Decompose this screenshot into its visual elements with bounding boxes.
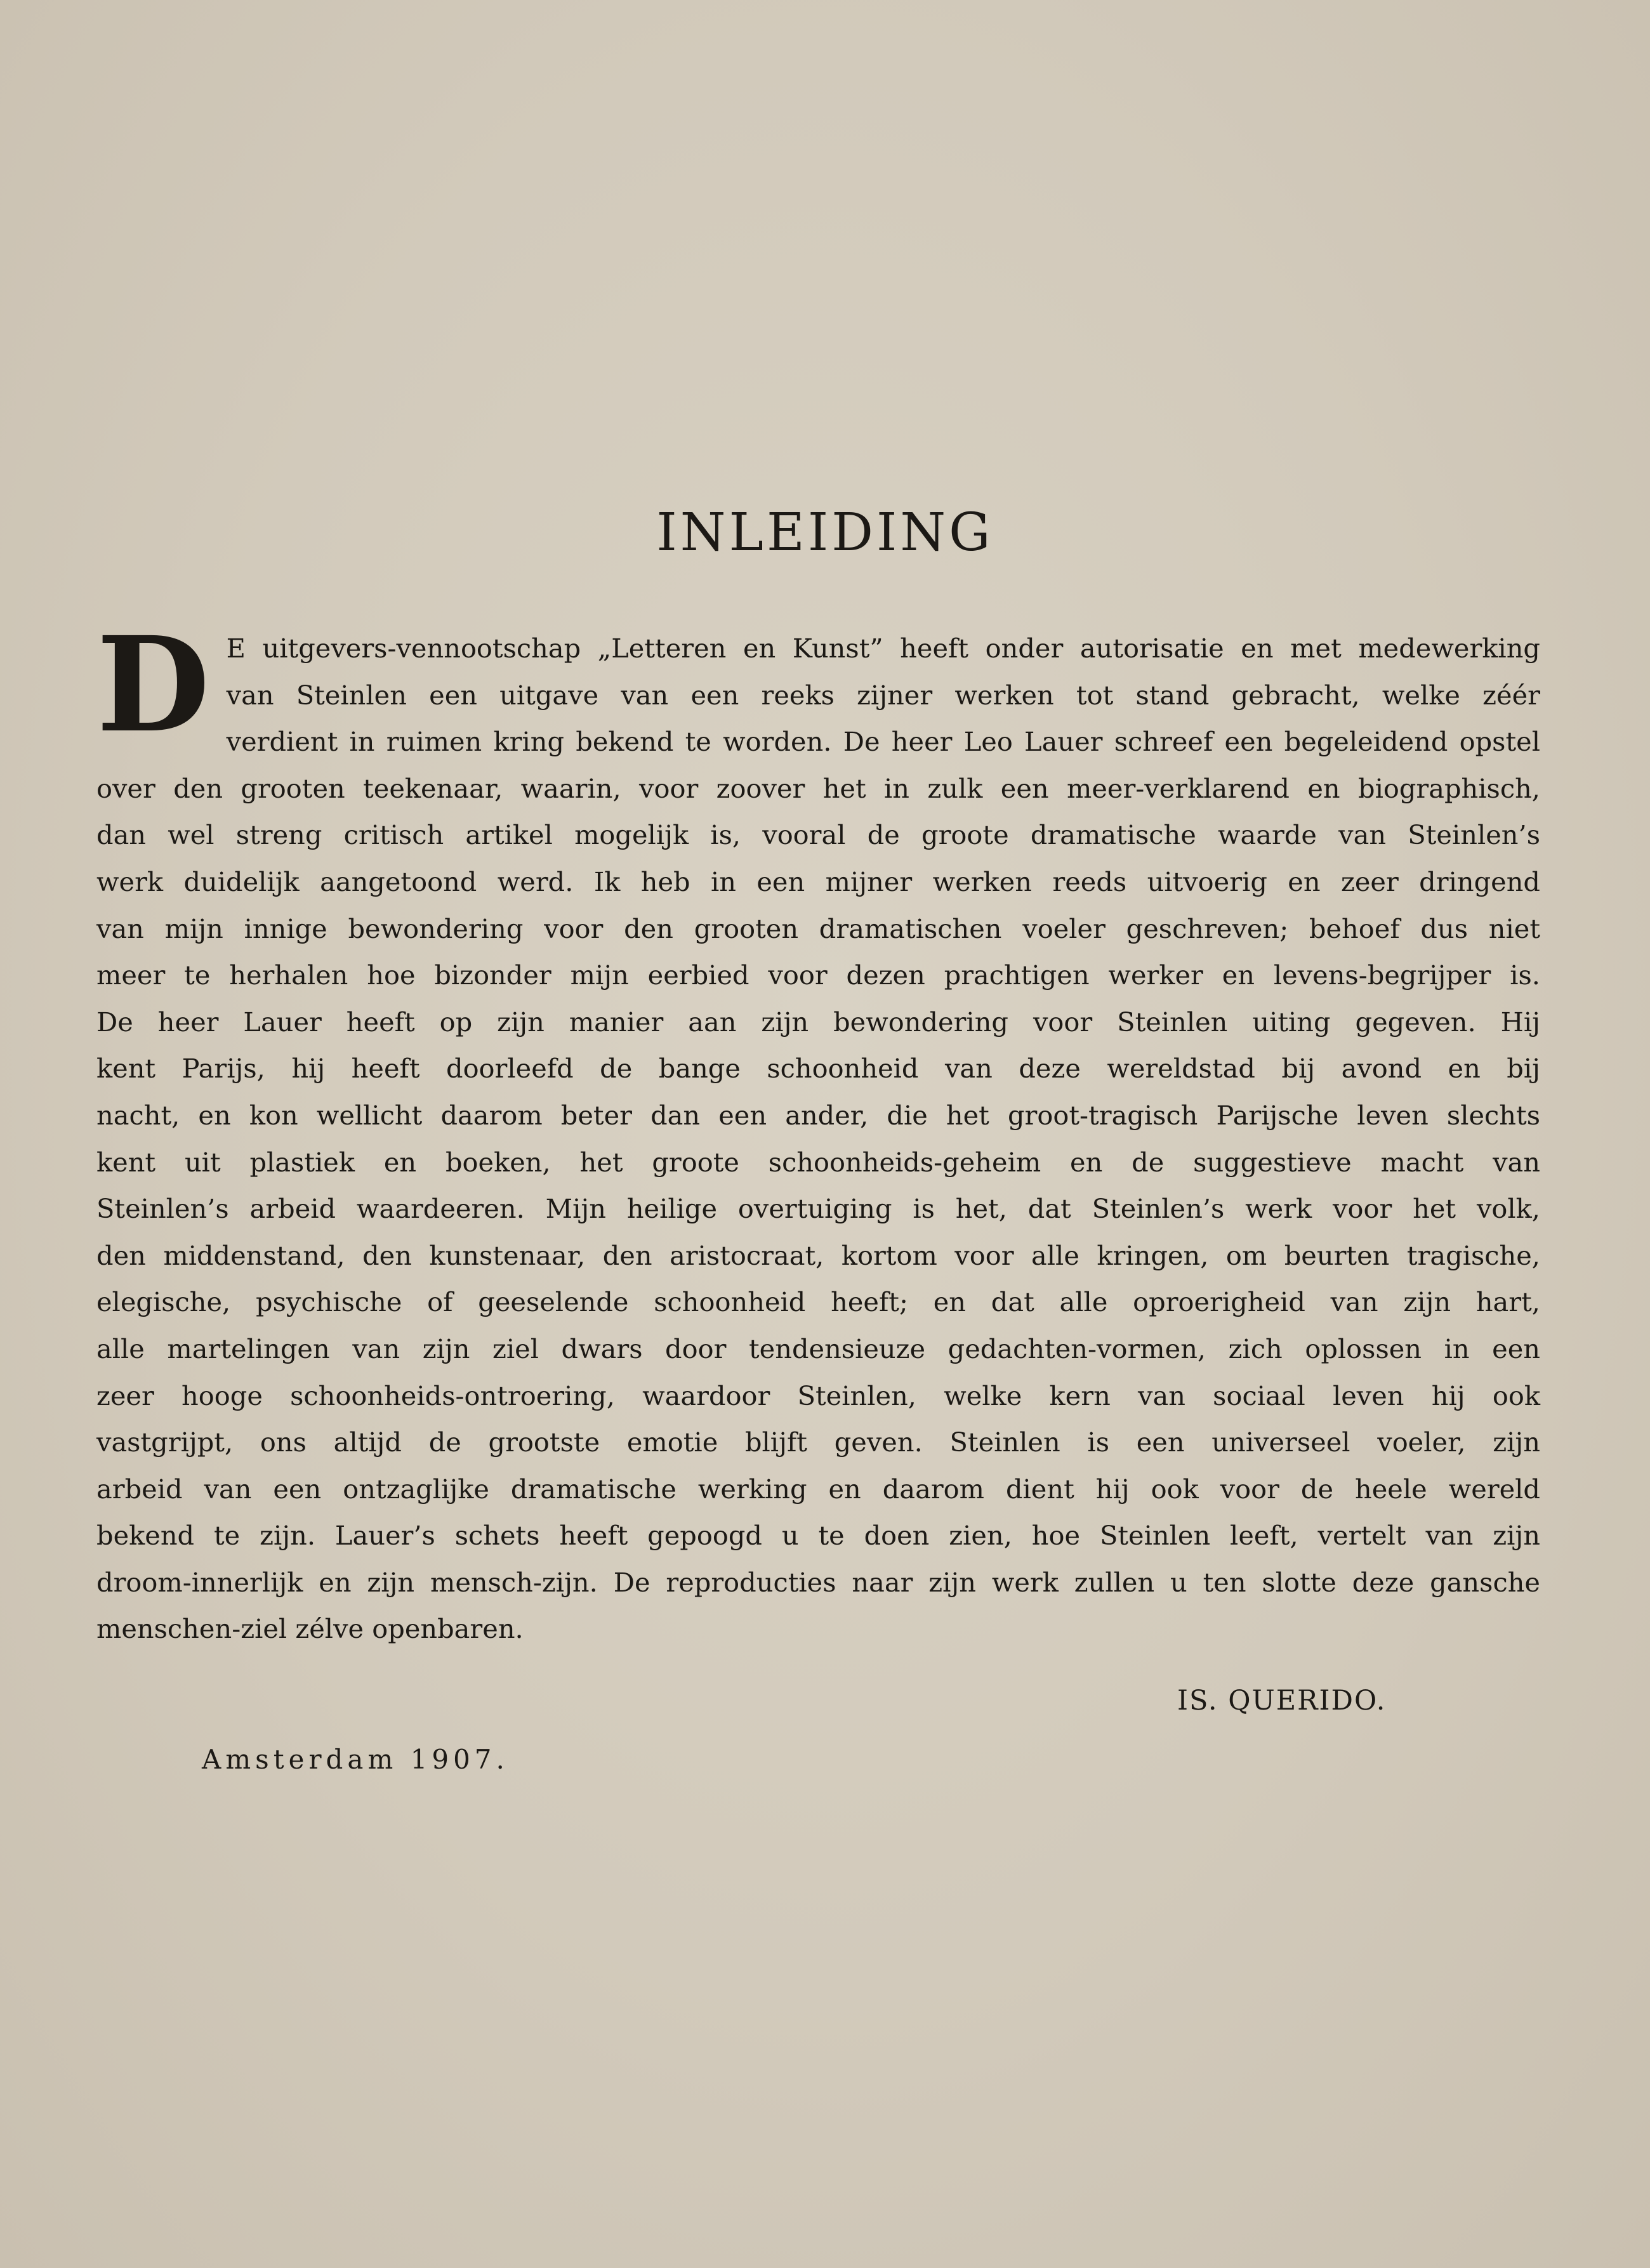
author-signature: IS. QUERIDO. (1177, 1685, 1387, 1717)
text-line: van mijn innige bewondering voor den grooten dramatischen voeler geschreven; behoef dus niet (96, 913, 1540, 944)
text-line: De heer Lauer heeft op zijn manier aan zijn bewondering voor Steinlen uiting gegeven. Hij (96, 1006, 1540, 1038)
text-line: zeer hooge schoonheids-ontroering, waardoor Steinlen, welke kern van sociaal leven hij ook (96, 1380, 1540, 1411)
text-line: vastgrijpt, ons altijd de grootste emotie blijft geven. Steinlen is een universeel voeler, zijn (96, 1427, 1540, 1458)
text-line: elegische, psychische of geeselende schoonheid heeft; en dat alle oproerigheid van zijn hart, (96, 1286, 1540, 1318)
text-line: alle martelingen van zijn ziel dwars door tendensieuze gedachten-vormen, zich oplossen in een (96, 1333, 1540, 1364)
text-line: kent Parijs, hij heeft doorleefd de bange schoonheid van deze wereldstad bij avond en bij (96, 1053, 1540, 1085)
text-line: Steinlen’s arbeid waardeeren. Mijn heilige overtuiging is het, dat Steinlen’s werk voor het volk, (96, 1193, 1540, 1225)
text-line: over den grooten teekenaar, waarin, voor zoover het in zulk een meer-verklarend en biographisch, (96, 772, 1540, 804)
text-line: E uitgevers-vennootschap „Letteren en Kunst” heeft onder autorisatie en met medewerking (226, 633, 1540, 664)
text-line: nacht, en kon wellicht daarom beter dan een ander, die het groot-tragisch Parijsche leven slechts (96, 1099, 1540, 1131)
text-line: dan wel streng critisch artikel mogelijk is, vooral de groote dramatische waarde van Steinlen’s (96, 819, 1540, 851)
text-line: arbeid van een ontzaglijke dramatische werking en daarom dient hij ook voor de heele wereld (96, 1473, 1540, 1505)
text-line: verdient in ruimen kring bekend te worden. De heer Leo Lauer schreef een begeleidend opstel (226, 726, 1540, 758)
place-and-date: Amsterdam 1907. (202, 1744, 509, 1775)
text-line: werk duidelijk aangetoond werd. Ik heb in een mijner werken reeds uitvoerig en zeer dringend (96, 866, 1540, 897)
text-line: menschen-ziel zélve openbaren. (96, 1613, 524, 1645)
text-line: meer te herhalen hoe bizonder mijn eerbied voor dezen prachtigen werker en levens-begrijper is. (96, 959, 1540, 991)
text-line: bekend te zijn. Lauer’s schets heeft gepoogd u te doen zien, hoe Steinlen leeft, vertelt van zijn (96, 1520, 1540, 1552)
text-line: droom-innerlijk en zijn mensch-zijn. De reproducties naar zijn werk zullen u ten slotte deze gansche (96, 1566, 1540, 1598)
text-line: kent uit plastiek en boeken, het groote schoonheids-geheim en de suggestieve macht van (96, 1146, 1540, 1178)
text-line: van Steinlen een uitgave van een reeks zijner werken tot stand gebracht, welke zéér (226, 679, 1540, 711)
page-title: INLEIDING (656, 503, 994, 563)
text-line: den middenstand, den kunstenaar, den aristocraat, kortom voor alle kringen, om beurten tragische, (96, 1239, 1540, 1271)
introduction-text (96, 608, 1540, 1652)
drop-cap-letter: D (96, 608, 210, 761)
